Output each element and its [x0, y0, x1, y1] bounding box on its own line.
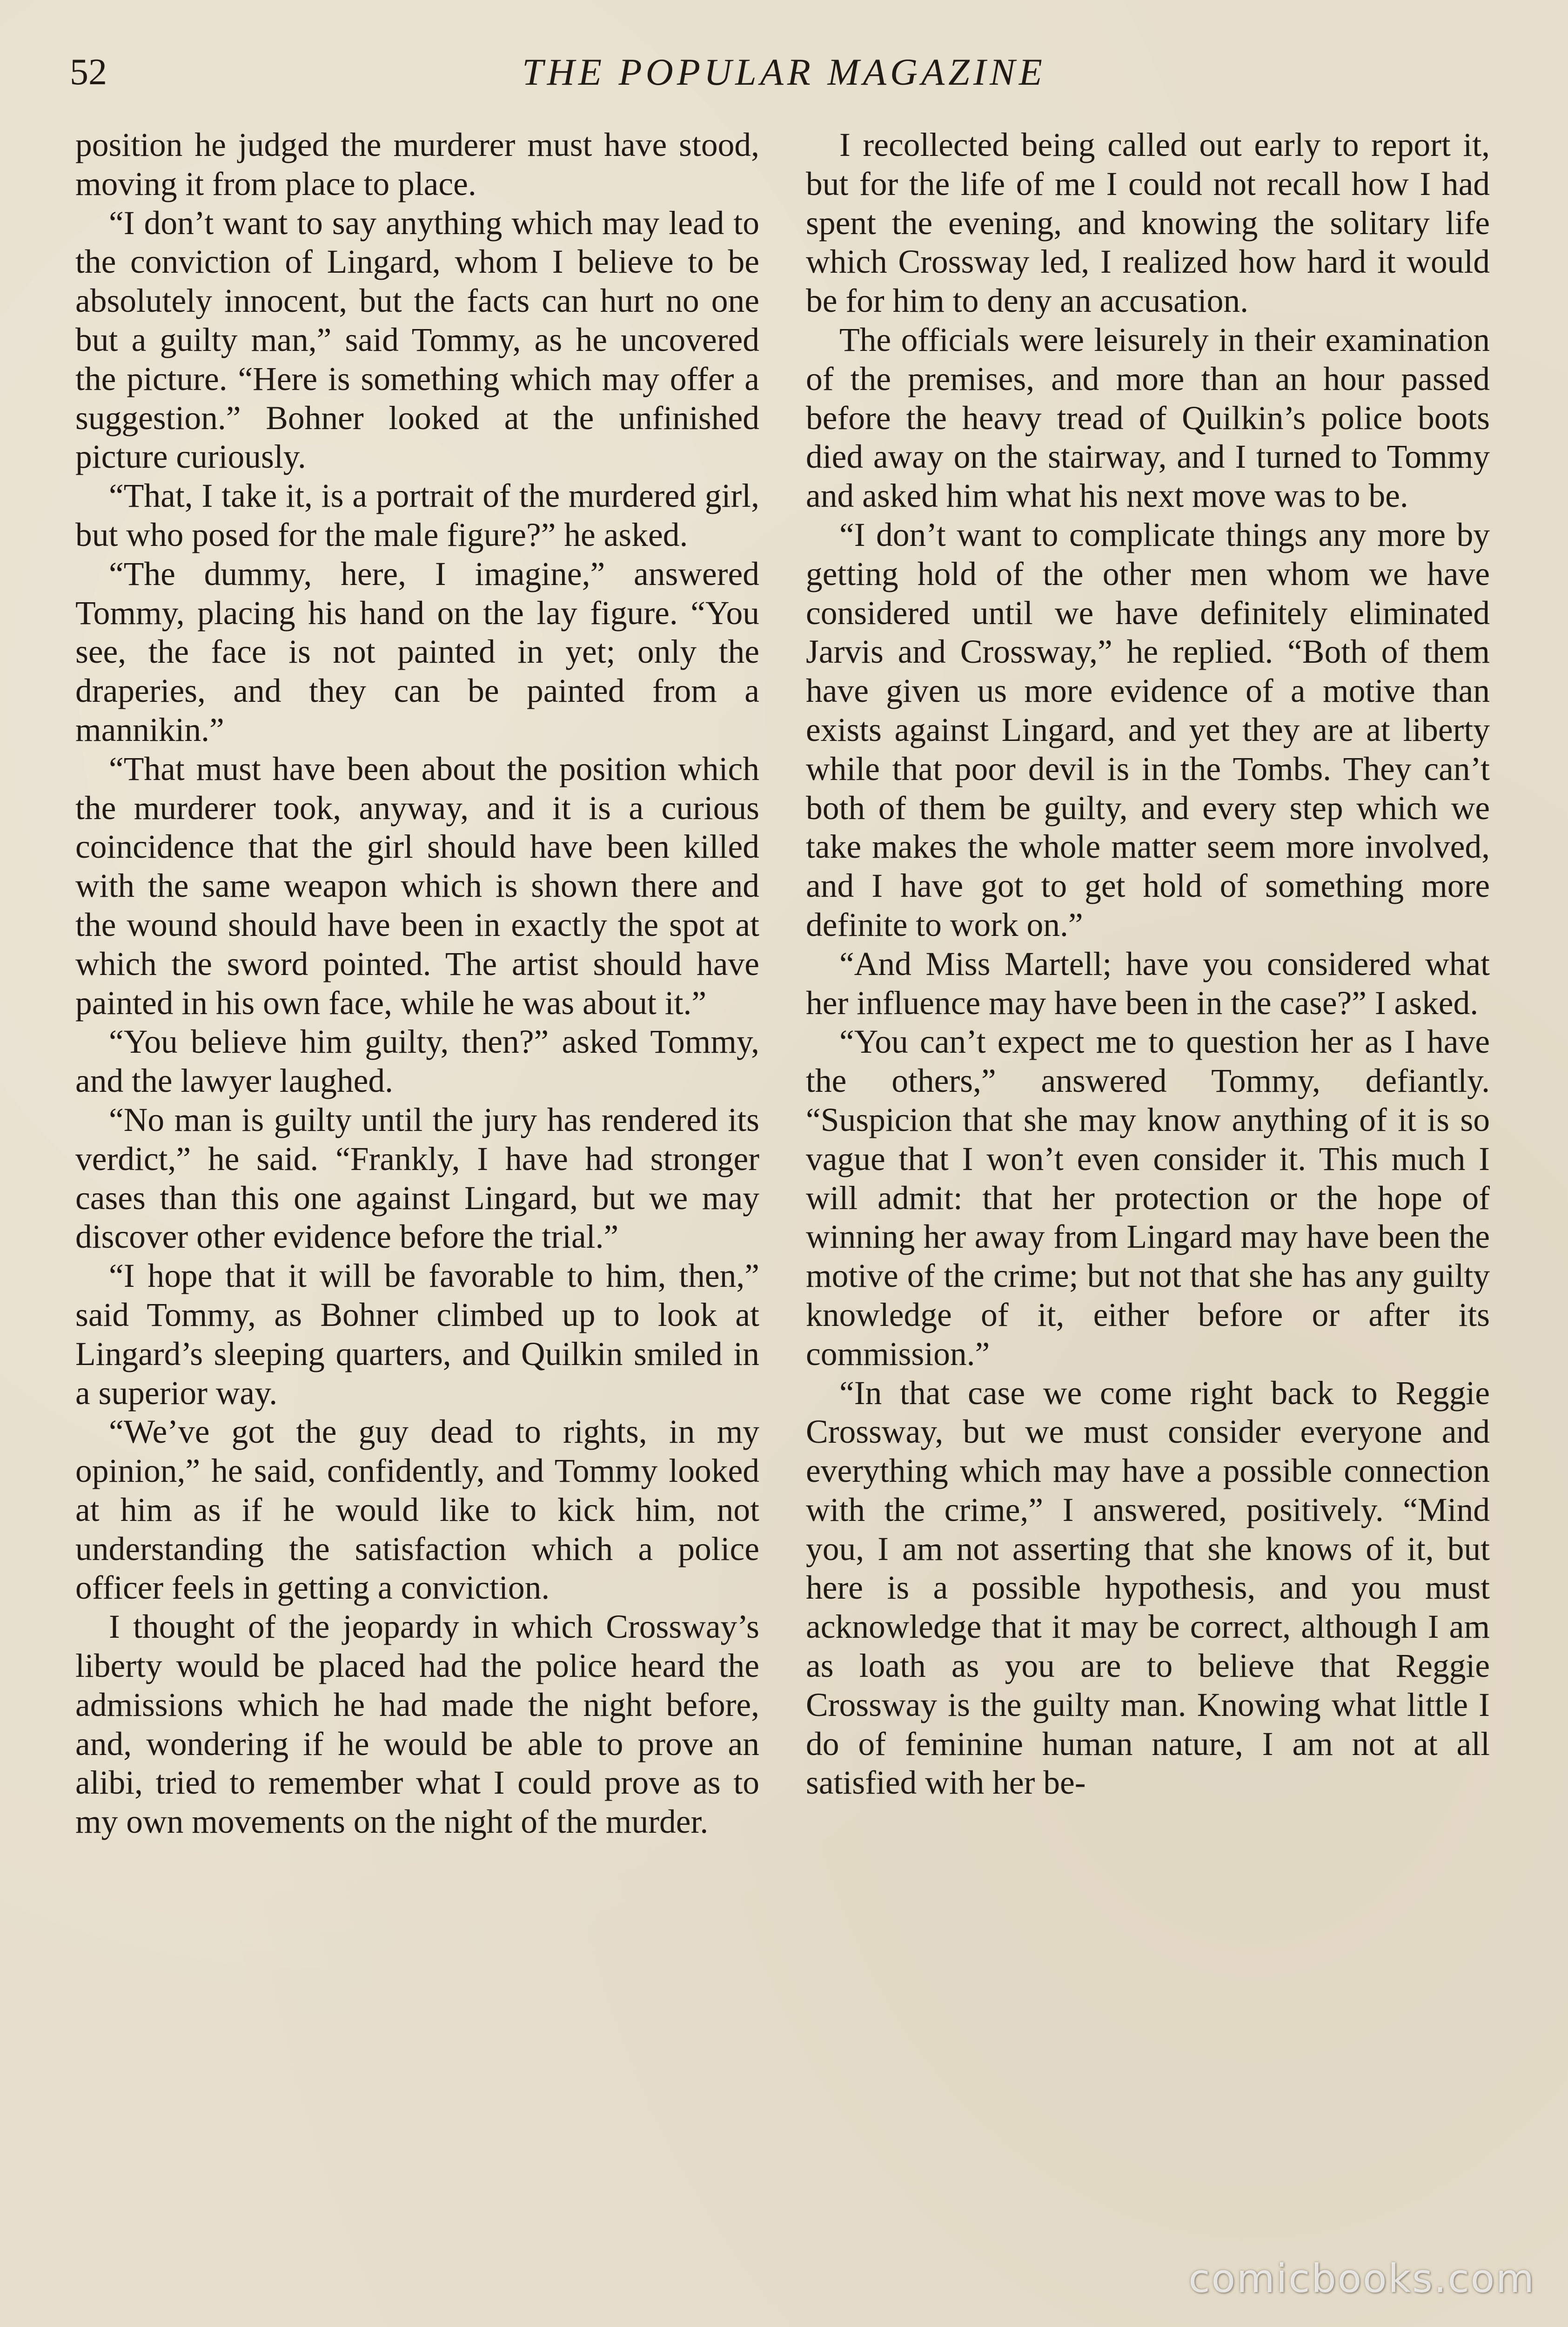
paragraph: “In that case we come right back to Reggie Crossway, but we must consider everyone and everything which may have a possible connection with the crime,” I answered, positively. “Mind you, I am not asserting that she knows of it, but here is a possible hypothesis, and you must acknowledge that it may be correct, although I am as loath as you are to believe that Reggie Crossway is the guilty man. Knowing what little I do of feminine human nature, I am not at all satisfied with her be- — [806, 1374, 1490, 1802]
paragraph: “I don’t want to say anything which may lead to the conviction of Lingard, whom I believe to be absolutely innocent, but the facts can hurt no one but a guilty man,” said Tommy, as he uncovered the picture. “Here is something which may offer a suggestion.” Bohner looked at the unfinished picture curiously. — [75, 204, 759, 476]
paragraph: “That must have been about the position which the murderer took, anyway, and it is a curious coincidence that the girl should have been killed with the same weapon which is shown there and the wound should have been in exactly the spot at which the sword pointed. The artist should have painted in his own face, while he was about it.” — [75, 750, 759, 1022]
paragraph: “The dummy, here, I imagine,” answered Tommy, placing his hand on the lay figure. “You see, the face is not painted in yet; only the draperies, and they can be painted from a mannikin.” — [75, 555, 759, 748]
right-column — [806, 126, 1490, 1802]
paragraph: “No man is guilty until the jury has rendered its verdict,” he said. “Frankly, I have had stronger cases than this one against Lingard, but we may discover other evidence before the trial.” — [75, 1101, 759, 1256]
paragraph: “You believe him guilty, then?” asked Tommy, and the lawyer laughed. — [75, 1023, 759, 1100]
site-watermark: comicbooks.com — [1188, 2256, 1535, 2301]
page-number: 52 — [70, 52, 107, 93]
paragraph: “I don’t want to complicate things any more by getting hold of the other men whom we have considered until we have definitely eliminated Jarvis and Crossway,” he replied. “Both of them have given us more evidence of a motive than exists against Lingard, and yet they are at liberty while that poor devil is in the Tombs. They can’t both of them be guilty, and every step which we take makes the whole matter seem more involved, and I have got to get hold of something more definite to work on.” — [806, 516, 1490, 943]
running-head: THE POPULAR MAGAZINE — [522, 51, 1046, 93]
left-column — [75, 126, 759, 1842]
paragraph: “I hope that it will be favorable to him, then,” said Tommy, as Bohner climbed up to look at Lingard’s sleeping quarters, and Quilkin smiled in a superior way. — [75, 1258, 759, 1412]
paragraph: I recollected being called out early to report it, but for the life of me I could not recall how I had spent the evening, and knowing the solitary life which Crossway led, I realized how hard it would be for him to deny an accusation. — [806, 127, 1490, 320]
paragraph: position he judged the murderer must have stood, moving it from place to place. — [75, 127, 759, 202]
paragraph: I thought of the jeopardy in which Crossway’s liberty would be placed had the police heard the admissions which he had made the night before, and, wondering if he would be able to prove an alibi, tried to remember what I could prove as to my own movements on the night of the murder. — [75, 1608, 759, 1841]
paragraph: “That, I take it, is a portrait of the murdered girl, but who posed for the male figure?” he asked. — [75, 478, 759, 553]
paragraph: “And Miss Martell; have you considered what her influence may have been in the case?” I asked. — [806, 945, 1490, 1022]
paragraph: The officials were leisurely in their examination of the premises, and more than an hour passed before the heavy tread of Quilkin’s police boots died away on the stairway, and I turned to Tommy and asked him what his next move was to be. — [806, 321, 1490, 515]
paragraph: “You can’t expect me to question her as I have the others,” answered Tommy, defiantly. “Suspicion that she may know anything of it is so vague that I won’t even consider it. This much I will admit: that her protection or the hope of winning her away from Lingard may have been the motive of the crime; but not that she has any guilty knowledge of it, either before or after its commission.” — [806, 1023, 1490, 1372]
paragraph: “We’ve got the guy dead to rights, in my opinion,” he said, confidently, and Tommy looked at him as if he would like to kick him, not understanding the satisfaction which a police officer feels in getting a conviction. — [75, 1413, 759, 1607]
